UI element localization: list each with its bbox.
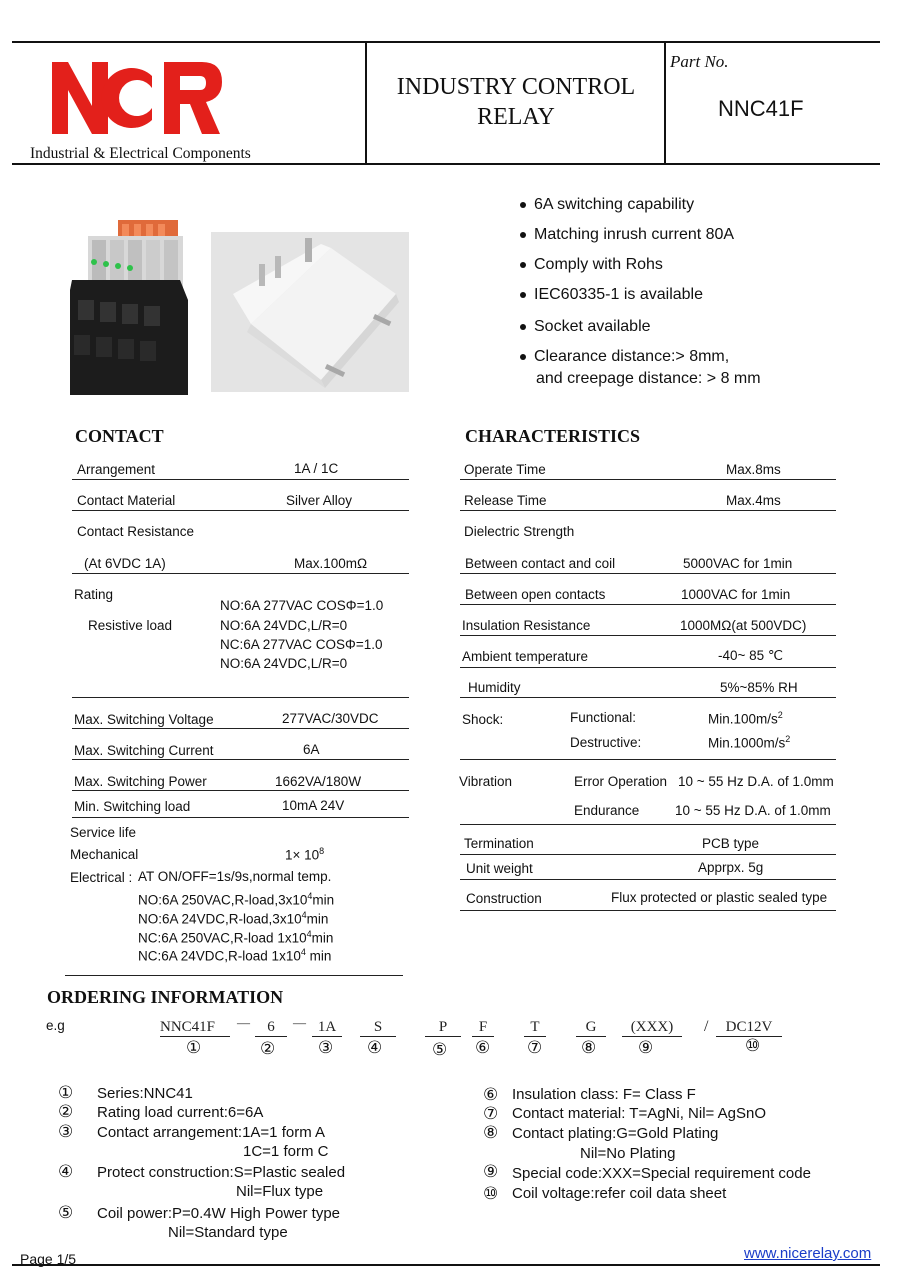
humidity-label: Humidity xyxy=(468,680,521,695)
destructive-value: $Min.1000m/s^2$ xyxy=(708,734,791,751)
legend-number: ③ xyxy=(58,1122,74,1142)
coil-contact-value: 5000VAC for 1min xyxy=(683,556,793,571)
code-arrangement: 1A xyxy=(312,1019,342,1037)
relay-socket-photo xyxy=(70,220,195,395)
electrical-line: NO:6A $250VAC,R-load,3x10^4\min$ xyxy=(138,891,335,908)
legend-number: ⑥ xyxy=(483,1085,499,1105)
dielectric-label: Dielectric Strength xyxy=(464,524,575,539)
code-plating: G xyxy=(576,1019,606,1037)
code-number: ⑧ xyxy=(581,1038,597,1058)
brand-logo xyxy=(52,62,222,134)
ordering-heading: ORDERING INFORMATION xyxy=(47,987,284,1007)
weight-value: Apprpx. 5g xyxy=(698,860,764,875)
legend-number: ⑨ xyxy=(483,1162,499,1182)
coil-contact-label: Between contact and coil xyxy=(465,556,616,571)
arrangement-label: Arrangement xyxy=(77,462,156,477)
min-load-value: 10mA 24V xyxy=(282,798,345,813)
doc-title-line2: RELAY xyxy=(477,104,555,130)
legend-text: Contact plating:G=Gold Plating xyxy=(512,1125,719,1142)
arrangement-value: 1A / 1C xyxy=(294,461,339,476)
release-time-value: Max.4ms xyxy=(726,493,781,508)
feature-item-continued: and creepage distance: > 8 mm xyxy=(536,370,761,387)
page-number: Page 1/5 xyxy=(20,1251,77,1267)
feature-item: Matching inrush current 80A xyxy=(520,226,734,244)
code-separator: — xyxy=(293,1015,306,1030)
legend-number: ② xyxy=(58,1102,74,1122)
example-label: e.g xyxy=(46,1018,65,1033)
code-number: ③ xyxy=(318,1038,334,1058)
operate-time-label: Operate Time xyxy=(464,462,546,477)
code-material: T xyxy=(524,1019,546,1037)
insulation-label: Insulation Resistance xyxy=(462,618,591,633)
legend-text: Coil power:P=0.4W High Power type xyxy=(97,1205,341,1222)
code-coil-power: P xyxy=(425,1019,461,1037)
termination-value: PCB type xyxy=(702,836,760,851)
website-link[interactable]: www.nicerelay.com xyxy=(744,1245,872,1262)
contact-heading: CONTACT xyxy=(75,426,164,446)
mechanical-label: Mechanical xyxy=(70,847,139,862)
legend-text: Coil voltage:refer coil data sheet xyxy=(512,1185,727,1202)
code-special: (XXX) xyxy=(622,1019,682,1037)
feature-item: IEC60335-1 is available xyxy=(520,286,703,304)
material-label: Contact Material xyxy=(77,493,176,508)
code-number: ⑩ xyxy=(745,1036,761,1056)
code-number: ④ xyxy=(367,1038,383,1058)
legend-number: ⑦ xyxy=(483,1104,499,1124)
brand-subtitle: Industrial & Electrical Components xyxy=(30,145,251,162)
legend-text: Rating load current:6=6A xyxy=(97,1104,264,1121)
electrical-condition: AT ON/OFF=1s/9s,normal temp. xyxy=(138,869,332,884)
weight-label: Unit weight xyxy=(466,861,533,876)
open-contacts-value: 1000VAC for 1min xyxy=(681,587,791,602)
error-operation-label: Error Operation xyxy=(574,774,668,789)
feature-item: 6A switching capability xyxy=(520,196,694,214)
rating-line: NC:6A 277VAC COSΦ=1.0 xyxy=(220,637,383,652)
feature-item: Clearance distance:> 8mm, xyxy=(520,348,729,366)
legend-number: ⑩ xyxy=(483,1184,499,1204)
construction-value: Flux protected or plastic sealed type xyxy=(611,890,828,905)
min-load-label: Min. Switching load xyxy=(74,799,191,814)
mechanical-value: $1\times 10^8$ xyxy=(285,846,325,863)
max-current-label: Max. Switching Current xyxy=(74,743,214,758)
vibration-label: Vibration xyxy=(459,774,513,789)
feature-item: Comply with Rohs xyxy=(520,256,663,274)
functional-label: Functional: xyxy=(570,710,637,725)
resistance-label: Contact Resistance xyxy=(77,524,195,539)
insulation-value: 1000MΩ(at 500VDC) xyxy=(680,618,807,633)
termination-label: Termination xyxy=(464,836,534,851)
electrical-line: NO:6A $24VDC,R-load,3x10^4\min$ xyxy=(138,910,329,927)
code-number: ⑦ xyxy=(527,1038,543,1058)
feature-item: Socket available xyxy=(520,318,651,336)
relay-photo xyxy=(211,232,409,392)
ambient-value: -40~ 85 ℃ xyxy=(718,648,784,663)
legend-text: Special code:XXX=Special requirement code xyxy=(512,1165,811,1182)
code-construction: S xyxy=(360,1019,396,1037)
legend-text: Nil=No Plating xyxy=(580,1145,676,1162)
construction-label: Construction xyxy=(466,891,542,906)
rating-line: NO:6A 24VDC,L/R=0 xyxy=(220,618,348,633)
open-contacts-label: Between open contacts xyxy=(465,587,606,602)
legend-text: Series:NNC41 xyxy=(97,1085,193,1102)
rating-label: Rating xyxy=(74,587,114,602)
destructive-label: Destructive: xyxy=(570,735,642,750)
rating-line: NO:6A 277VAC COSΦ=1.0 xyxy=(220,598,384,613)
legend-text: 1C=1 form C xyxy=(243,1143,329,1160)
resistive-load-label: Resistive load xyxy=(88,618,173,633)
legend-text: Nil=Standard type xyxy=(168,1224,288,1241)
ambient-label: Ambient temperature xyxy=(462,649,589,664)
legend-text: Protect construction:S=Plastic sealed xyxy=(97,1164,346,1181)
legend-text: Nil=Flux type xyxy=(236,1183,324,1200)
humidity-value: 5%~85% RH xyxy=(720,680,798,695)
material-value: Silver Alloy xyxy=(286,493,353,508)
max-power-label: Max. Switching Power xyxy=(74,774,207,789)
legend-text: Insulation class: F= Class F xyxy=(512,1086,696,1103)
code-number: ⑤ xyxy=(432,1040,448,1060)
legend-number: ④ xyxy=(58,1162,74,1182)
resistance-value: Max.100mΩ xyxy=(294,556,368,571)
error-operation-value: 10 ~ 55 Hz D.A. of 1.0mm xyxy=(678,774,834,789)
code-separator: — xyxy=(237,1015,250,1030)
part-no-label: Part No. xyxy=(670,52,729,71)
endurance-value: 10 ~ 55 Hz D.A. of 1.0mm xyxy=(675,803,831,818)
code-current: 6 xyxy=(255,1019,287,1037)
code-coil-voltage: DC12V xyxy=(716,1019,782,1037)
functional-value: $Min.100m/s^2$ xyxy=(708,710,783,727)
code-insulation: F xyxy=(472,1019,494,1037)
characteristics-heading: CHARACTERISTICS xyxy=(465,426,641,446)
max-current-value: 6A xyxy=(303,742,320,757)
electrical-label: Electrical : xyxy=(70,870,133,885)
code-number: ① xyxy=(186,1038,202,1058)
code-number: ⑨ xyxy=(638,1038,654,1058)
legend-number: ⑤ xyxy=(58,1203,74,1223)
code-series: NNC41F xyxy=(160,1019,230,1037)
max-power-value: 1662VA/180W xyxy=(275,774,362,789)
code-number: ⑥ xyxy=(475,1038,491,1058)
max-voltage-value: 277VAC/30VDC xyxy=(282,711,379,726)
code-number: ② xyxy=(260,1039,276,1059)
part-number: NNC41F xyxy=(718,96,804,121)
legend-number: ① xyxy=(58,1083,74,1103)
operate-time-value: Max.8ms xyxy=(726,462,781,477)
electrical-line: NC:6A 24VDC,R-load $1x10^4$ min xyxy=(138,947,332,964)
max-voltage-label: Max. Switching Voltage xyxy=(74,712,214,727)
code-slash: / xyxy=(704,1018,709,1035)
endurance-label: Endurance xyxy=(574,803,640,818)
shock-label: Shock: xyxy=(462,712,504,727)
rating-line: NO:6A 24VDC,L/R=0 xyxy=(220,656,348,671)
legend-text: Contact arrangement:1A=1 form A xyxy=(97,1124,326,1141)
legend-number: ⑧ xyxy=(483,1123,499,1143)
legend-text: Contact material: T=AgNi, Nil= AgSnO xyxy=(512,1105,767,1122)
service-life-label: Service life xyxy=(70,825,137,840)
resistance-condition: (At 6VDC 1A) xyxy=(84,556,166,571)
electrical-line: NC:6A 250VAC,R-load $1x10^4\min$ xyxy=(138,929,334,946)
release-time-label: Release Time xyxy=(464,493,547,508)
doc-title-line1: INDUSTRY CONTROL xyxy=(396,74,636,100)
